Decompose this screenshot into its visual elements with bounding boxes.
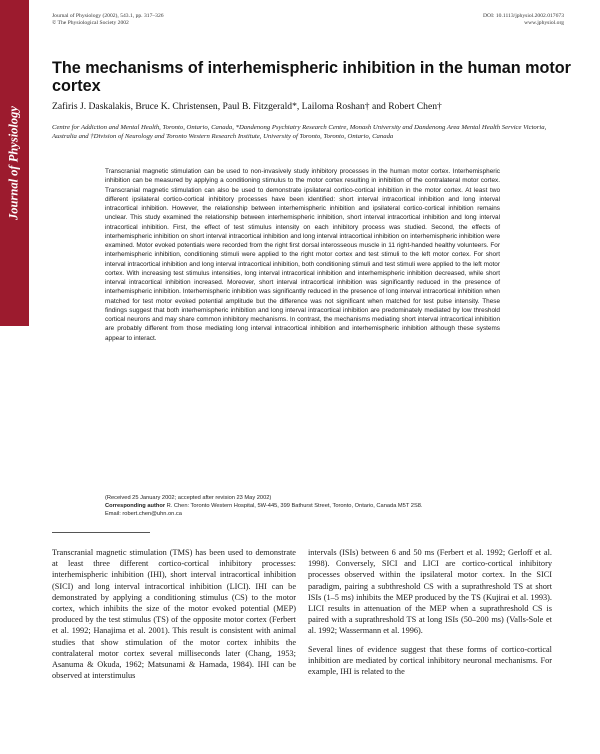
author-email[interactable]: Email: robert.chen@uhn.on.ca <box>105 511 182 518</box>
article-notes <box>105 494 525 519</box>
section-divider <box>52 532 150 533</box>
copyright: © The Physiological Society 2002 <box>52 20 129 27</box>
website[interactable]: www.jphysiol.org <box>524 20 564 27</box>
journal-spine <box>0 0 29 326</box>
body-paragraph: Several lines of evidence suggest that these forms of cortico-cortical inhibition are mediated by cortical inhibitory neuronal mechanisms. For example, IHI is related to the <box>308 644 552 677</box>
article-title: The mechanisms of interhemispheric inhibition in the human motor cortex <box>52 59 571 95</box>
author-list: Zafiris J. Daskalakis, Bruce K. Christensen, Paul B. Fitzgerald*, Lailoma Roshan† and Robert Chen† <box>52 101 442 112</box>
abstract: Transcranial magnetic stimulation can be used to non-invasively study inhibitory processes in the human motor cortex. Interhemispheric inhibition can be measured by applying a conditioning stimulus to the motor cortex resulting in inhibition of the contralateral motor cortex. Transcranial magnetic stimulation can also be used to demonstrate ipsilateral cortico-cortical inhibition in the motor cortex. At least two different ipsilateral cortico-cortical inhibitory processes have been identified: short interval intracortical inhibition and long interval intracortical inhibition. However, the relationship between interhemispheric inhibition and ipsilateral cortico-cortical inhibition remains unclear. This study examined the relationship between interhemispheric inhibition, short interval intracortical inhibition and long interval intracortical inhibition. First, the effect of test stimulus intensity on each inhibitory process was studied. Second, the effects of interhemispheric inhibition on short interval intracortical inhibition and long interval intracortical inhibition on interhemispheric inhibition were examined. Motor evoked potentials were recorded from the right first dorsal interosseous muscle in 11 right-handed healthy volunteers. For interhemispheric inhibition, conditioning stimuli were applied to the right motor cortex and test stimuli to the left motor cortex. For short interval intracortical inhibition and long interval intracortical inhibition, both conditioning stimuli and test stimuli were applied to the left motor cortex. With increasing test stimulus intensities, long interval intracortical inhibition and interhemispheric inhibition decreased, while short interval intracortical inhibition increased. Moreover, short interval intracortical inhibition was significantly reduced in the presence of interhemispheric inhibition. Interhemispheric inhibition was significantly reduced in the presence of long interval intracortical inhibition when matched for test motor evoked potential amplitude but the difference was not significant when matched for test pulse intensity. These findings suggest that both interhemispheric inhibition and long interval intracortical inhibition are predominately mediated by low threshold cortical neurons and may share common inhibitory mechanisms. In contrast, the mechanisms mediating short interval intracortical inhibition are probably different from those mediating long interval intracortical inhibition and interhemispheric inhibition although these systems appear to interact. <box>105 168 500 342</box>
affiliations: Centre for Addiction and Mental Health, Toronto, Ontario, Canada, *Dandenong Psychiatry Research Centre, Monash University and Dandenong Area Mental Health Service Victoria, Australia and †Division of Neurology and Toronto Western Research Institute, University of Toronto, Toronto, Ontario, Canada <box>52 124 547 141</box>
body-paragraph: Transcranial magnetic stimulation (TMS) has been used to demonstrate at least three different cortico-cortical inhibitory processes: interhemispheric inhibition (IHI), short interval intracortical inhibition (SICI) and long interval intracortical inhibition (LICI). IHI can be demonstrated by applying a conditioning stimulus (CS) to the motor cortex, which inhibits the size of the motor evoked potential (MEP) produced by the test stimulus (TS) of the opposite motor cortex (Ferbert et al. 1992; Hanajima et al. 2001). This result is consistent with animal studies that show stimulation of the motor cortex inhibits the contralateral motor cortex several milliseconds later (Chang, 1953; Asanuma & Okuda, 1962; Matsunami & Hamada, 1984). IHI can be observed at interstimulus <box>52 548 296 681</box>
citation: Journal of Physiology (2002), 543.1, pp. 317–326 <box>52 13 164 19</box>
doi[interactable]: DOI: 10.1113/jphysiol.2002.017673 <box>482 13 564 19</box>
received-dates: (Received 25 January 2002; accepted after revision 23 May 2002) <box>105 495 272 501</box>
body-paragraph: intervals (ISIs) between 6 and 50 ms (Ferbert et al. 1992; Gerloff et al. 1998). Conversely, SICI and LICI are cortico-cortical inhibitory processes observed within the ipsilateral motor cortex. In the SICI paradigm, pairing a subthreshold CS with a suprathreshold TS at short ISIs (1–5 ms) inhibits the MEP produced by the TS (Kujirai et al. 1993). LICI results in attenuation of the MEP when a suprathreshold CS is paired with a suprathreshold TS at long ISIs (50–200 ms) (Valls-Sole et al. 1992; Wassermann et al. 1996). <box>308 548 552 636</box>
citation-header <box>52 13 164 27</box>
corresponding-address: R. Chen: Toronto Western Hospital, 5W-445, 399 Bathurst Street, Toronto, Ontario, Canada M5T 2S8. <box>165 503 423 510</box>
doi-header <box>483 13 564 27</box>
body-column-left <box>52 547 296 681</box>
corresponding-label: Corresponding author <box>105 503 166 510</box>
spine-label: Journal of Physiology <box>6 106 21 220</box>
corresponding-author <box>105 502 525 510</box>
body-column-right <box>308 547 552 677</box>
